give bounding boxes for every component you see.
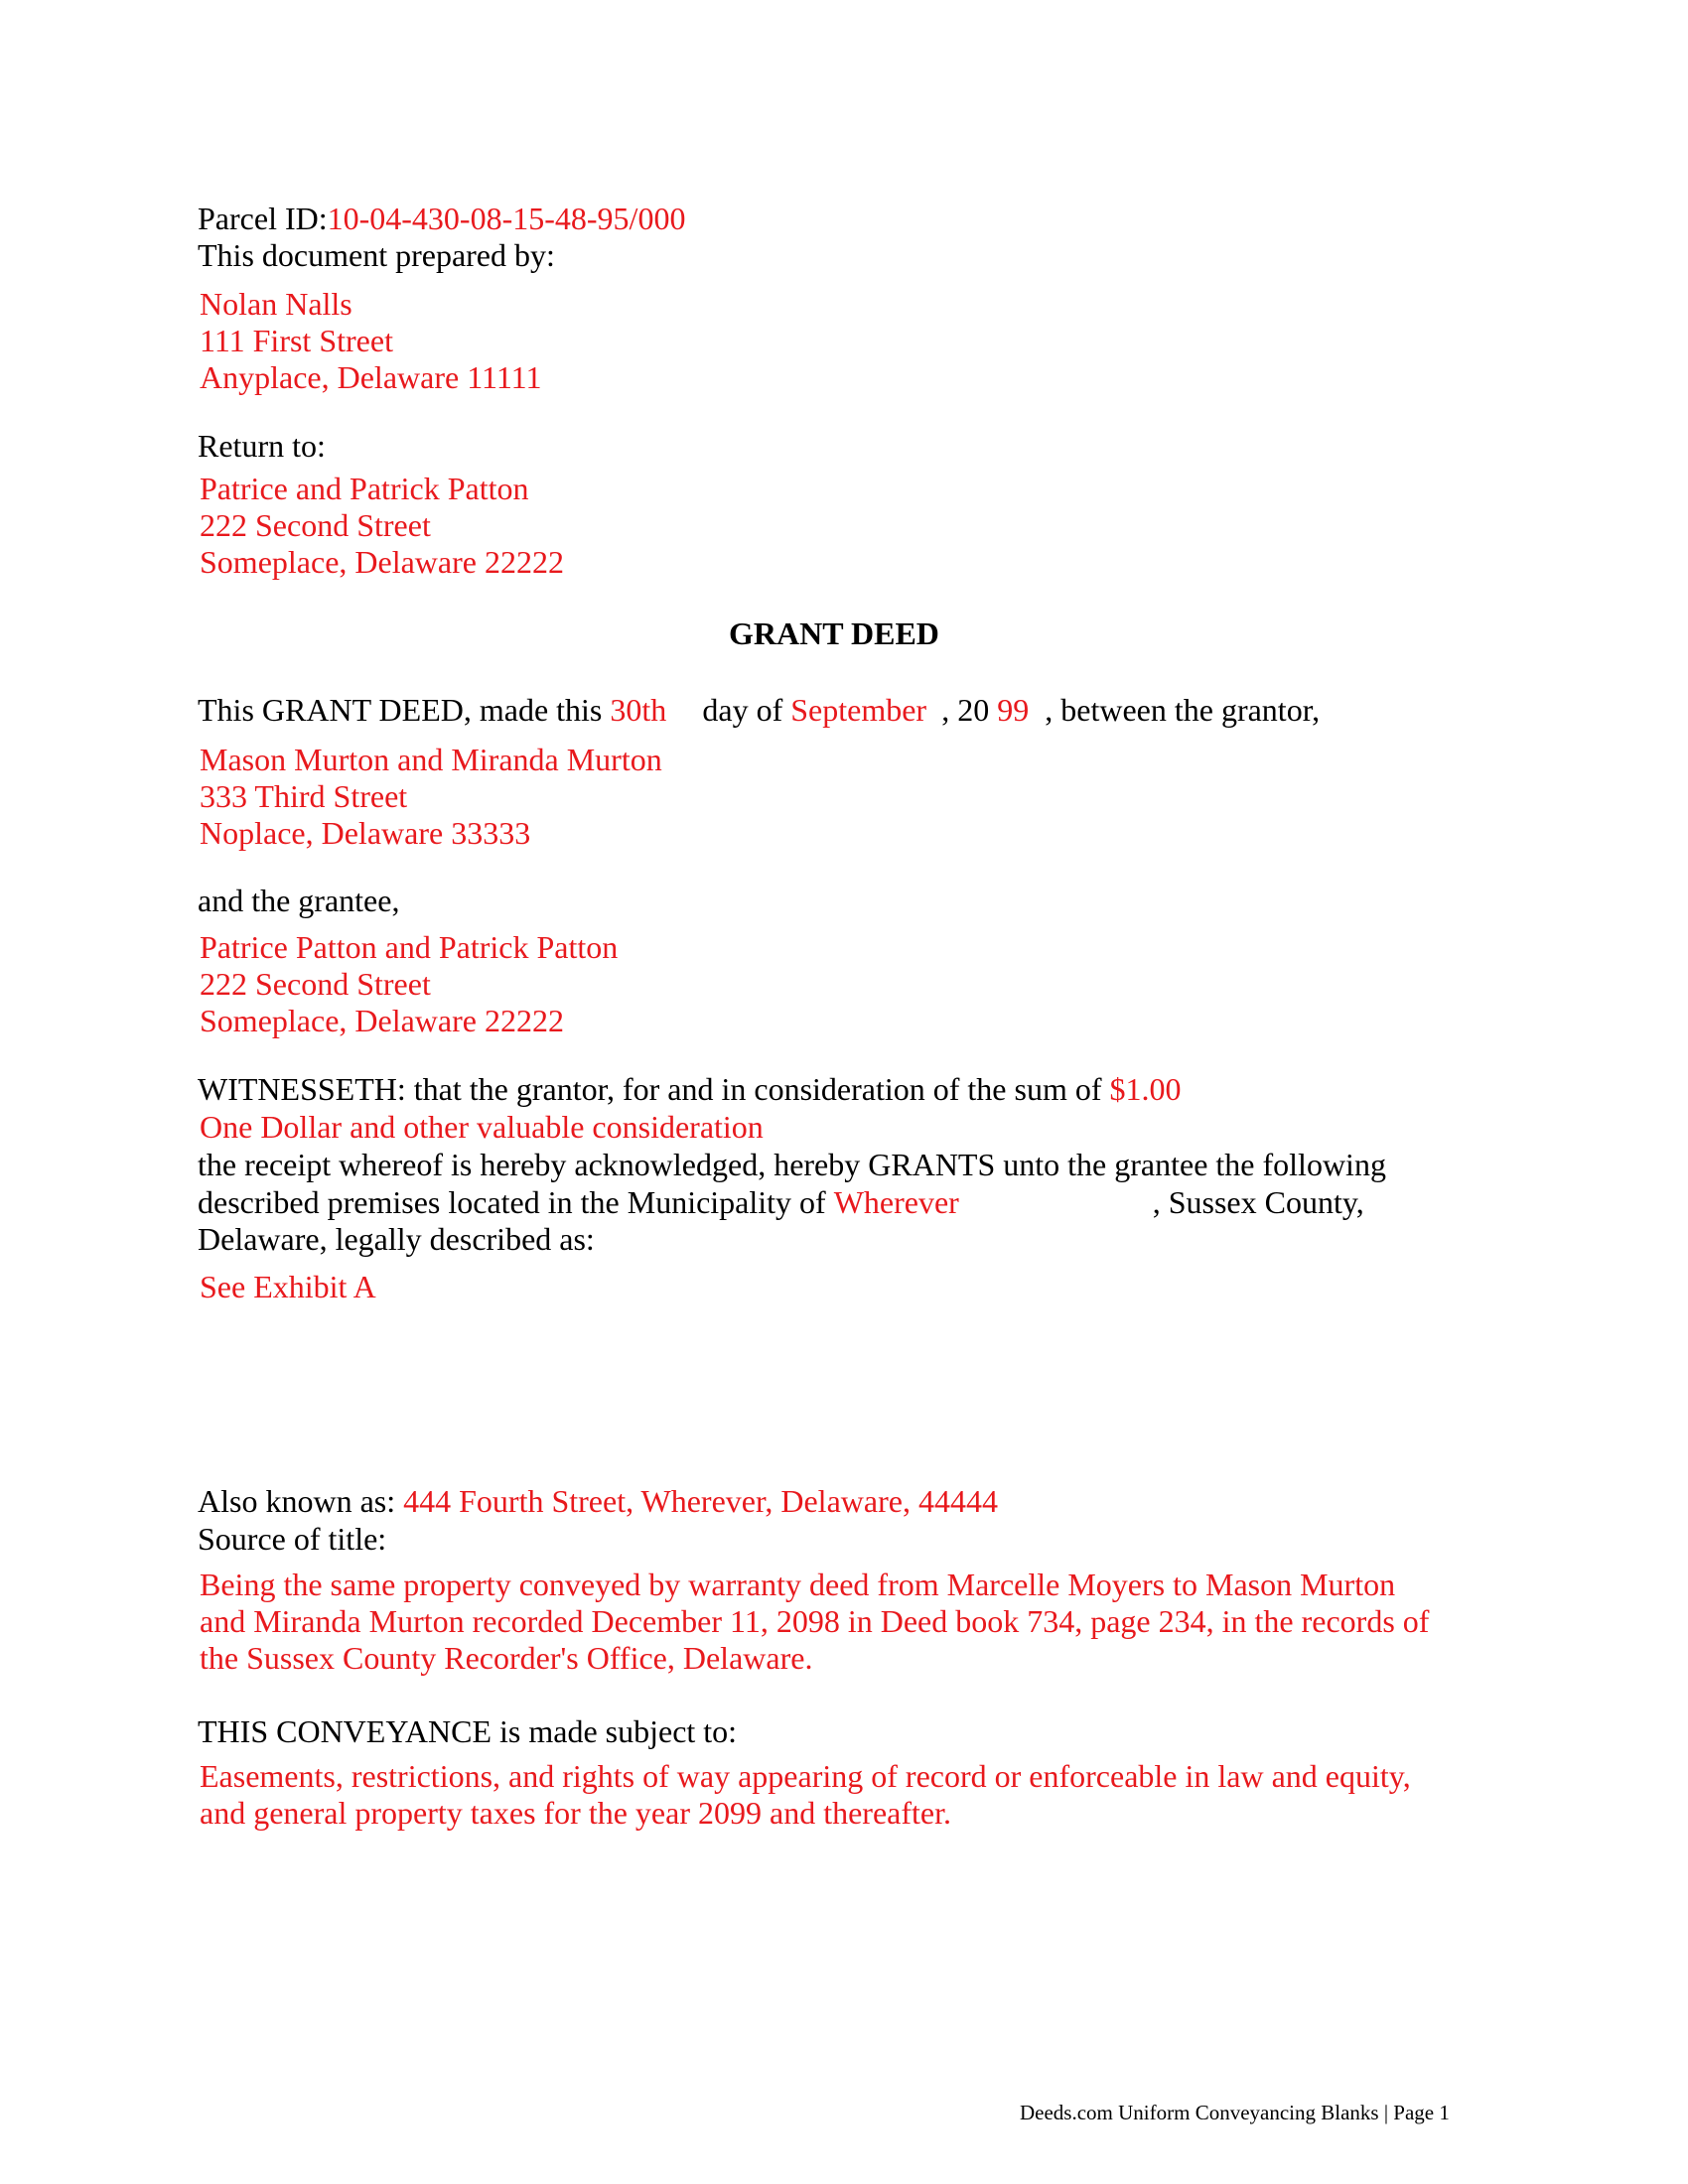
- prepared-by-city: Anyplace, Delaware 11111: [200, 359, 542, 395]
- parcel-id-line: [198, 201, 685, 237]
- conveyance-label: THIS CONVEYANCE is made subject to:: [198, 1713, 738, 1749]
- return-to-address: [200, 471, 564, 581]
- source-of-title-line: the Sussex County Recorder's Office, Delaware.: [200, 1640, 813, 1676]
- conveyance-line: Easements, restrictions, and rights of way appearing of record or enforceable in law and equity,: [200, 1758, 1411, 1794]
- legal-description: See Exhibit A: [200, 1269, 376, 1304]
- intro-month: September: [790, 692, 927, 728]
- source-of-title-line: and Miranda Murton recorded December 11, 2098 in Deed book 734, page 234, in the records of: [200, 1603, 1430, 1639]
- witnesseth-text-1: WITNESSETH: that the grantor, for and in consideration of the sum of: [198, 1071, 1102, 1107]
- grantor-address: [200, 742, 662, 852]
- conveyance-line: and general property taxes for the year 2099 and thereafter.: [200, 1795, 951, 1831]
- grantee-name: Patrice Patton and Patrick Patton: [200, 929, 619, 965]
- intro-text-3: , 20: [941, 692, 990, 728]
- intro-text-1: This GRANT DEED, made this: [198, 692, 603, 728]
- parcel-id-value: 10-04-430-08-15-48-95/000: [327, 201, 686, 236]
- grantee-address: [200, 929, 618, 1039]
- aka-label: Also known as:: [198, 1483, 396, 1519]
- parcel-id-label: Parcel ID:: [198, 201, 328, 236]
- prepared-by-address: [200, 286, 541, 396]
- grantor-name: Mason Murton and Miranda Murton: [200, 742, 662, 777]
- return-to-label: Return to:: [198, 428, 326, 464]
- intro-day: 30th: [610, 692, 667, 728]
- aka-value: 444 Fourth Street, Wherever, Delaware, 44444: [403, 1483, 998, 1519]
- witnesseth-line-4: Delaware, legally described as:: [198, 1221, 595, 1257]
- witnesseth-line-3: [198, 1184, 1364, 1221]
- grantee-city: Someplace, Delaware 22222: [200, 1003, 564, 1038]
- grantor-city: Noplace, Delaware 33333: [200, 815, 531, 851]
- witnesseth-text-3: described premises located in the Municipality of: [198, 1184, 826, 1220]
- prepared-by-street: 111 First Street: [200, 323, 393, 358]
- intro-year: 99: [997, 692, 1030, 728]
- consideration-amount: $1.00: [1109, 1071, 1182, 1107]
- conveyance-text: [200, 1758, 1411, 1832]
- witnesseth-text-4: , Sussex County,: [1152, 1184, 1364, 1220]
- document-title: GRANT DEED: [729, 615, 939, 651]
- intro-text-2: day of: [702, 692, 783, 728]
- prepared-by-name: Nolan Nalls: [200, 286, 352, 322]
- municipality-value: Wherever: [833, 1184, 959, 1220]
- grantee-street: 222 Second Street: [200, 966, 431, 1002]
- source-of-title-text: [200, 1567, 1429, 1677]
- return-to-name: Patrice and Patrick Patton: [200, 471, 529, 506]
- aka-line: [198, 1483, 998, 1520]
- page-footer: Deeds.com Uniform Conveyancing Blanks | Page 1: [1020, 2101, 1450, 2124]
- grantor-street: 333 Third Street: [200, 778, 408, 814]
- consideration-words: One Dollar and other valuable consideration: [200, 1109, 764, 1145]
- return-to-street: 222 Second Street: [200, 507, 431, 543]
- intro-text-4: , between the grantor,: [1045, 692, 1321, 728]
- return-to-city: Someplace, Delaware 22222: [200, 544, 564, 580]
- witnesseth-line-2: the receipt whereof is hereby acknowledged, hereby GRANTS unto the grantee the following: [198, 1147, 1386, 1182]
- source-of-title-line: Being the same property conveyed by warranty deed from Marcelle Moyers to Mason Murton: [200, 1567, 1396, 1602]
- prepared-by-label: This document prepared by:: [198, 237, 555, 273]
- source-of-title-label: Source of title:: [198, 1521, 387, 1557]
- intro-line: [198, 692, 1320, 729]
- grantee-label: and the grantee,: [198, 883, 400, 918]
- witnesseth-line-1: [198, 1071, 1182, 1108]
